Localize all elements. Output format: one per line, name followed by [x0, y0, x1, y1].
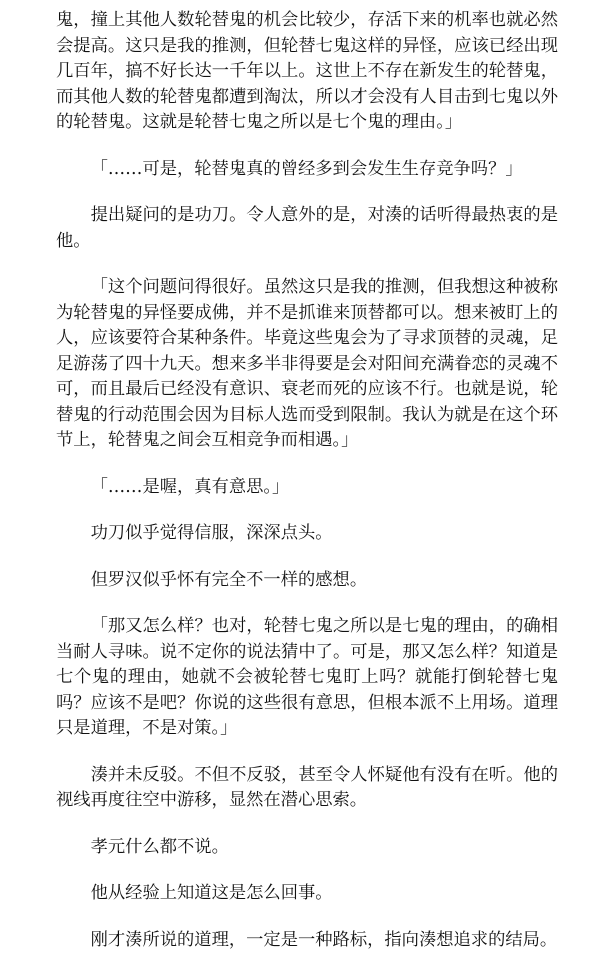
paragraph-5: 「……是喔，真有意思。」: [90, 476, 290, 497]
paragraph-3: 提出疑问的是功刀。令人意外的是，对湊的话听得最热衷的是他。: [56, 205, 558, 251]
paragraph-11: 他从经验上知道这是怎么回事。: [90, 883, 333, 903]
paragraph-2: 「……可是，轮替鬼真的曾经多到会发生生存竞争吗？」: [90, 158, 523, 179]
paragraph-4: 「这个问题问得很好。虽然这只是我的推测，但我想这种被称为轮替鬼的异怪要成佛，并不是抓谁来顶替都可以。想来被盯上的人，应该要符合某种条件。毕竟这些鬼会为了寻求顶替的灵魂，足足游荡了四十九天。想来多半非得要是会对阳间充满眷恋的灵魂不可，而且最后已经没有意识、衰老而死的应该不行。也就是说，轮替鬼的行动范围会因为目标人选而受到限制。我认为就是在这个环节上，轮替鬼之间会互相竞争而相遇。」: [56, 277, 558, 450]
paragraph-9: 湊并未反驳。不但不反驳，甚至令人怀疑他有没有在听。他的视线再度往空中游移，显然在潜心思索。: [56, 764, 558, 810]
paragraph-6: 功刀似乎觉得信服，深深点头。: [90, 523, 333, 543]
paragraph-12: 刚才湊所说的道理，一定是一种路标，指向湊想追求的结局。: [90, 929, 558, 950]
paragraph-10: 孝元什么都不说。: [90, 836, 229, 857]
document-page: [56, 8, 558, 974]
paragraph-7: 但罗汉似乎怀有完全不一样的感想。: [90, 569, 368, 590]
paragraph-8: 「那又怎么样？也对，轮替七鬼之所以是七鬼的理由，的确相当耐人寻味。说不定你的说法猜中了。可是，那又怎么样？知道是七个鬼的理由，她就不会被轮替七鬼盯上吗？就能打倒轮替七鬼吗？应该不是吧？你说的这些很有意思，但根本派不上用场。道理只是道理，不是对策。」: [56, 616, 558, 738]
paragraph-1: 鬼，撞上其他人数轮替鬼的机会比较少，存活下来的机率也就必然会提高。这只是我的推测，但轮替七鬼这样的异怪，应该已经出现几百年，搞不好长达一千年以上。这世上不存在新发生的轮替鬼，而其他人数的轮替鬼都遭到淘汰，所以才会没有人目击到七鬼以外的轮替鬼。这就是轮替七鬼之所以是七个鬼的理由。」: [56, 10, 558, 132]
